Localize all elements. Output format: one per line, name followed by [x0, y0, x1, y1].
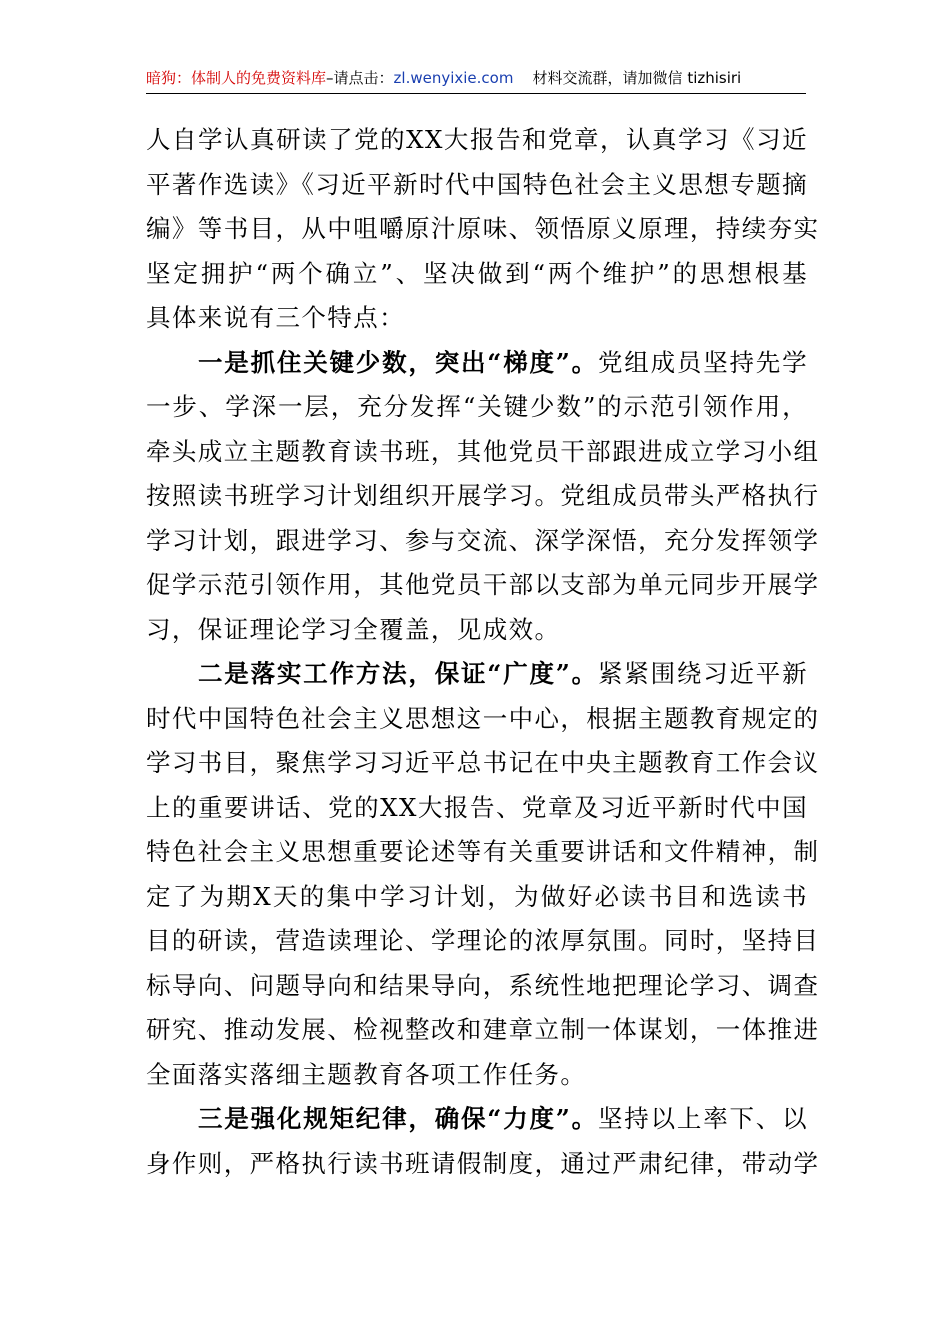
body-line: 上的重要讲话、党的XX大报告、党章及习近平新时代中国	[146, 792, 808, 822]
body-line: 学习书目，聚焦学习习近平总书记在中央主题教育工作会议	[146, 748, 820, 777]
body-line: 习，保证理论学习全覆盖，见成效。	[146, 614, 561, 644]
body-line: 平著作选读》《习近平新时代中国特色社会主义思想专题摘	[146, 169, 808, 199]
body-line: 具体来说有三个特点：	[146, 303, 405, 332]
header-click-prompt: –请点击：	[326, 69, 394, 87]
paragraph-heading-line: 二是落实工作方法，保证“广度”。紧紧围绕习近平新	[198, 659, 809, 688]
body-line: 特色社会主义思想重要论述等有关重要讲话和文件精神，制	[146, 837, 820, 866]
body-line: 全面落实落细主题教育各项工作任务。	[146, 1059, 587, 1089]
body-line: 研究、推动发展、检视整改和建章立制一体谋划，一体推进	[146, 1015, 820, 1044]
body-line: 编》等书目，从中咀嚼原汁原味、领悟原义原理，持续夯实	[146, 214, 820, 243]
paragraph-heading: 一是抓住关键少数，突出“梯度”。	[198, 347, 598, 377]
document-body	[146, 118, 820, 1186]
paragraph-heading-line: 一是抓住关键少数，突出“梯度”。党组成员坚持先学	[198, 347, 809, 377]
body-line: 牵头成立主题教育读书班，其他党员干部跟进成立学习小组	[146, 436, 820, 466]
header-divider	[146, 93, 806, 94]
header-wechat-note: 材料交流群，请加微信 tizhisiri	[532, 69, 742, 87]
body-line: 一步、学深一层，充分发挥“关键少数”的示范引领作用，	[146, 392, 808, 421]
body-line: 人自学认真研读了党的XX大报告和党章，认真学习《习近	[146, 125, 808, 154]
body-line: 促学示范引领作用，其他党员干部以支部为单元同步开展学	[146, 570, 820, 599]
body-line: 标导向、问题导向和结果导向，系统性地把理论学习、调查	[146, 970, 820, 1000]
body-line: 学习计划，跟进学习、参与交流、深学深悟，充分发挥领学	[146, 525, 820, 555]
paragraph-heading: 三是强化规矩纪律，确保“力度”。	[198, 1104, 598, 1133]
body-line: 身作则，严格执行读书班请假制度，通过严肃纪律，带动学	[146, 1148, 820, 1178]
body-line: 定了为期X天的集中学习计划，为做好必读书目和选读书	[146, 881, 808, 911]
document-header	[146, 64, 806, 92]
body-line: 时代中国特色社会主义思想这一中心，根据主题教育规定的	[146, 703, 820, 733]
body-line: 坚定拥护“两个确立”、坚决做到“两个维护”的思想根基	[146, 258, 808, 288]
body-line: 目的研读，营造读理论、学理论的浓厚氛围。同时，坚持目	[146, 926, 820, 955]
paragraph-heading-line: 三是强化规矩纪律，确保“力度”。坚持以上率下、以	[198, 1104, 809, 1133]
paragraph-heading: 二是落实工作方法，保证“广度”。	[198, 659, 598, 688]
body-line: 按照读书班学习计划组织开展学习。党组成员带头严格执行	[146, 481, 820, 510]
header-site-name: 暗狗：体制人的免费资料库	[146, 69, 327, 87]
header-url-link[interactable]: zl.wenyixie.com	[393, 69, 514, 87]
